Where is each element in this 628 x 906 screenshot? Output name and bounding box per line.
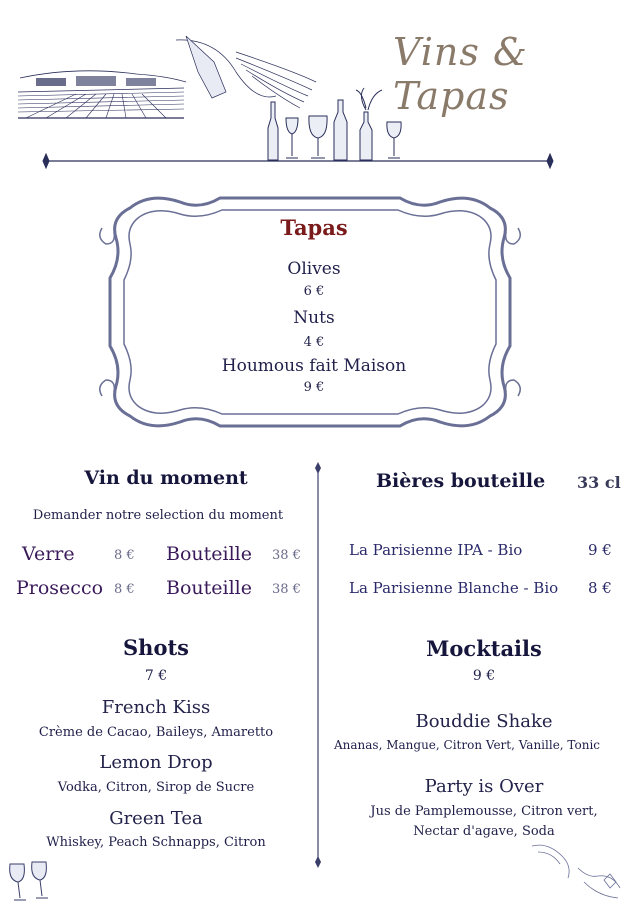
shot-name: Green Tea bbox=[109, 808, 203, 829]
shot-name: French Kiss bbox=[101, 697, 211, 718]
toast-hands-illustration bbox=[528, 838, 624, 904]
beer-item-name: La Parisienne Blanche - Bio bbox=[349, 579, 559, 597]
vin-bottle-price: 38 € bbox=[272, 548, 301, 563]
vin-bottle-price: 38 € bbox=[272, 582, 301, 597]
pouring-bottle-illustration bbox=[176, 36, 316, 108]
mocktails-heading: Mocktails bbox=[426, 636, 542, 661]
vin-label: Prosecco bbox=[16, 577, 104, 599]
vin-label: Verre bbox=[22, 543, 75, 565]
column-divider bbox=[309, 462, 327, 868]
bieres-size: 33 cl bbox=[577, 473, 621, 492]
tapas-item-name: Olives bbox=[287, 259, 341, 279]
tapas-item-price: 6 € bbox=[303, 284, 325, 299]
bieres-heading: Bières bouteille bbox=[376, 470, 546, 492]
shot-desc: Crème de Cacao, Baileys, Amaretto bbox=[38, 725, 274, 740]
bottles-and-glasses-illustration bbox=[268, 88, 401, 160]
vin-bottle-label: Bouteille bbox=[166, 543, 252, 565]
tapas-item-name: Nuts bbox=[293, 308, 335, 328]
shot-desc: Whiskey, Peach Schnapps, Citron bbox=[46, 835, 266, 850]
vineyard-illustration bbox=[18, 71, 186, 118]
vin-price: 8 € bbox=[114, 548, 135, 563]
shots-price: 7 € bbox=[144, 668, 168, 684]
tapas-item-name: Houmous fait Maison bbox=[221, 356, 407, 376]
vin-subtitle: Demander notre selection du moment bbox=[32, 508, 284, 523]
wine-glasses-illustration bbox=[2, 858, 62, 904]
beer-item-price: 9 € bbox=[588, 541, 612, 559]
mocktail-desc-line1: Jus de Pamplemousse, Citron vert, bbox=[370, 804, 598, 819]
page-title: Vins & Tapas bbox=[393, 30, 528, 118]
mocktail-desc: Ananas, Mangue, Citron Vert, Vanille, Tonic bbox=[334, 738, 601, 752]
beer-item-name: La Parisienne IPA - Bio bbox=[349, 541, 523, 559]
mocktail-name: Bouddie Shake bbox=[415, 711, 553, 732]
tapas-heading: Tapas bbox=[280, 215, 348, 240]
vin-price: 8 € bbox=[114, 582, 135, 597]
vin-bottle-label: Bouteille bbox=[166, 577, 252, 599]
tapas-item-price: 4 € bbox=[303, 335, 325, 350]
mocktail-desc-line2: Nectar d'agave, Soda bbox=[413, 824, 555, 839]
beer-item-price: 8 € bbox=[588, 579, 612, 597]
tapas-item-price: 9 € bbox=[303, 380, 325, 395]
mocktail-name: Party is Over bbox=[424, 776, 544, 797]
mocktails-price: 9 € bbox=[472, 668, 496, 684]
header-divider-line bbox=[43, 154, 553, 168]
shot-name: Lemon Drop bbox=[99, 752, 213, 773]
shot-desc: Vodka, Citron, Sirop de Sucre bbox=[57, 780, 255, 795]
shots-heading: Shots bbox=[123, 635, 189, 660]
vin-heading: Vin du moment bbox=[84, 467, 248, 489]
